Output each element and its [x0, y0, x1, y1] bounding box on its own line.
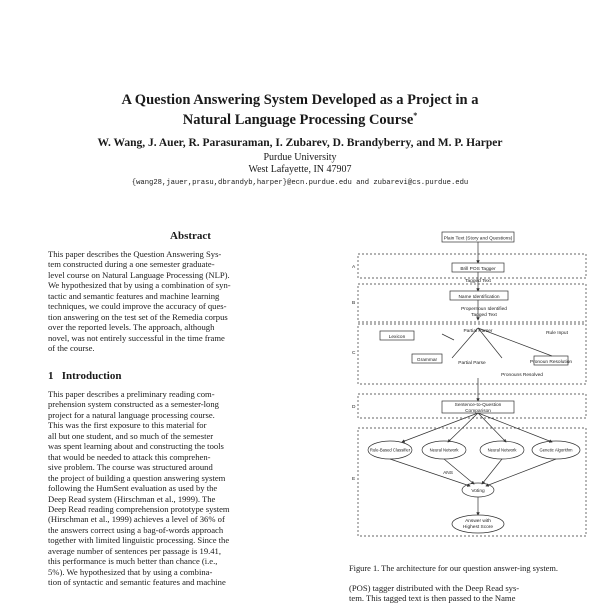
intro-line: the project of building a question answering system — [48, 472, 226, 483]
right-line: (POS) tagger distributed with the Deep Read sys- — [349, 583, 520, 593]
intro-line: prehension system constructed as a semester-long — [48, 399, 219, 410]
intro-title: Introduction — [61, 370, 122, 382]
stage-a-group — [358, 254, 586, 278]
title-footnote-mark: * — [413, 111, 418, 120]
intro-line: following the HumSent evaluation as used by the — [48, 483, 218, 494]
intro-line: tion of syntactic and semantic features and machine — [48, 577, 226, 588]
stage-d-label: D — [352, 405, 356, 410]
intro-number: 1 — [48, 370, 54, 382]
lexicon-label: Lexicon — [388, 335, 406, 340]
stage-a-label: A — [352, 265, 356, 270]
ans-label: ANS — [443, 471, 453, 476]
answer-with-label: Answer with — [465, 519, 491, 524]
propernoun-label-2: Tagged Text — [471, 313, 497, 318]
abstract-line: techniques, we could improve the accuracy of ques- — [48, 301, 227, 312]
name-id-label: Name Identification — [458, 295, 500, 300]
title-line-2 — [0, 108, 600, 128]
intro-line: (Hirschman et al., 1999) achieves a level of 36% of — [48, 514, 225, 525]
intro-line: Deep Read reading comprehension prototype system — [48, 503, 230, 514]
rule-based-label: Rule-Based Classifier — [369, 447, 411, 453]
intro-line: this performance is much better than chance (i.e., — [48, 556, 218, 567]
figure-caption: Figure 1. The architecture for our question answer-ing system. — [349, 564, 558, 573]
neural-network-label: Neural Network — [429, 447, 459, 453]
neural-network-label-2: Neural Network — [487, 447, 517, 453]
paper-title — [0, 92, 600, 128]
title-line-2-text: Natural Language Processing Course — [182, 111, 414, 128]
abstract-line: over the reported levels. The approach, although — [48, 322, 215, 333]
abstract-line: This paper describes the Question Answering Sys- — [48, 249, 222, 259]
intro-line: average number of sentences per passage is 19.41, — [48, 545, 222, 556]
plain-text-label: Plain Text (Story and Questions) — [443, 236, 513, 242]
stage-e-label: E — [352, 477, 356, 482]
abstract-line: level course on Natural Language Processing (NLP). — [48, 269, 230, 280]
genetic-algorithm-label: Genetic Algorithm — [539, 447, 573, 453]
intro-line: the answers correct using a bag-of-words approach — [48, 524, 224, 535]
abstract-line: tactic and semantic features and machine learning — [48, 290, 220, 301]
intro-line: 5%). We hypothesized that by using a combina- — [48, 566, 213, 577]
highest-score-label: Highest Score — [462, 525, 494, 530]
intro-line: that would be needed to attack this comprehen- — [48, 451, 211, 462]
abstract-line: tem constructed during a one semester graduate- — [48, 259, 215, 270]
architecture-diagram — [342, 228, 600, 543]
abstract-line: tion answering on the test set of the Remedia corpus — [48, 311, 228, 322]
intro-line: all but one student, and so much of the semester — [48, 430, 214, 441]
abstract-line: of the course. — [48, 343, 95, 354]
pronouns-resolved-label: Pronouns Resolved — [501, 373, 543, 378]
abstract-body — [48, 249, 333, 354]
architecture-figure — [342, 228, 600, 543]
voting-label: Voting — [471, 489, 485, 494]
abstract-line: We hypothesized that by using a combination of syn- — [48, 280, 231, 291]
affiliation-org: Purdue University — [263, 152, 337, 163]
intro-line: Deep Read system (Hirschman et al., 1999). The — [48, 493, 216, 504]
intro-line: sive problem. The course was structured around — [48, 462, 213, 473]
abstract-section — [48, 230, 333, 354]
sentence-to-question-label: Sentence-to-Question — [454, 403, 502, 408]
affiliation-city: West Lafayette, IN 47907 — [248, 164, 352, 175]
stage-c-label: C — [352, 351, 356, 356]
answer-node — [452, 515, 504, 533]
intro-line: project for a natural language processing course. — [48, 409, 215, 420]
pronoun-resolution-label: Pronoun Resolution — [529, 360, 573, 365]
author-list: W. Wang, J. Auer, R. Parasuraman, I. Zubarev, D. Brandyberry, and M. P. Harper — [97, 137, 503, 149]
comparison-label: Comparison — [465, 409, 491, 414]
abstract-line: novel, was not entirely successful in the time frame — [48, 332, 225, 343]
intro-heading — [48, 370, 121, 382]
right-line: tem. This tagged text is then passed to the Name — [349, 593, 516, 604]
intro-line: This paper describes a preliminary reading com- — [48, 389, 215, 399]
intro-line: was spent learning about and constructing the tools — [48, 441, 224, 452]
stage-b-label: B — [352, 301, 356, 306]
rule-input-label: Rule Input — [546, 331, 568, 336]
partial-parser-label: Partial Parser — [463, 329, 493, 334]
author-emails: {wang28,jauer,prasu,dbrandyb,harper}@ecn.purdue.edu and zubarevi@cs.purdue.edu — [131, 179, 469, 187]
right-column-text — [349, 583, 594, 604]
grammar-label: Grammar — [416, 358, 438, 363]
tagged-text-label: Tagged Text — [465, 279, 491, 284]
title-line-1: A Question Answering System Developed as a Project in a — [121, 92, 479, 108]
abstract-heading: Abstract — [170, 230, 211, 242]
pos-tagger-label: Brill POS Tagger — [460, 267, 496, 272]
intro-body — [48, 389, 333, 588]
intro-line: together with limited linguistic processing. Since the — [48, 535, 230, 546]
propernoun-label: Propernoun Identified — [461, 307, 507, 312]
partial-parse-label: Partial Parse — [458, 361, 486, 366]
intro-line: This was the first exposure to this material for — [48, 420, 207, 431]
